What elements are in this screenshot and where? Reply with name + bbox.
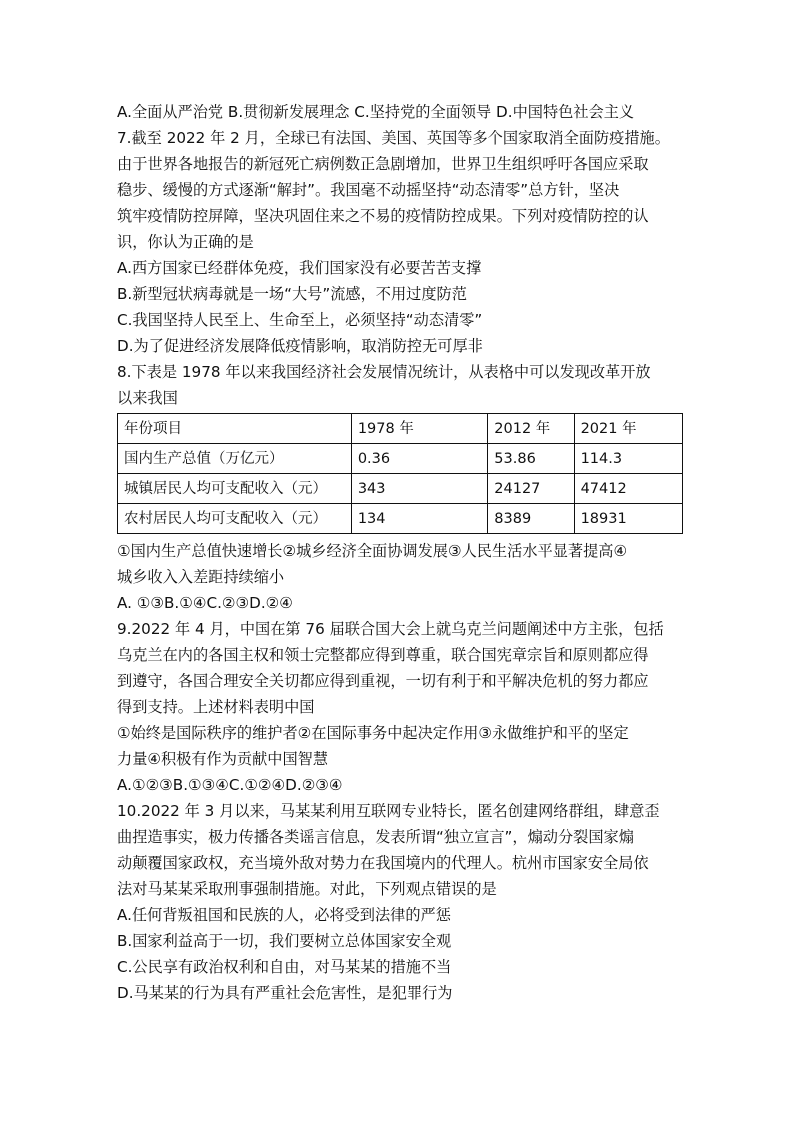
text-line: C.公民享有政治权利和自由，对马某某的措施不当	[117, 958, 452, 976]
lines-before-table	[117, 99, 689, 411]
lines-after-table	[117, 538, 689, 1006]
table-row	[118, 504, 683, 534]
table-row	[118, 474, 683, 504]
text-line: D.为了促进经济发展降低疫情影响，取消防控无可厚非	[117, 337, 483, 355]
text-line: 9.2022 年 4 月，中国在第 76 届联合国大会上就乌克兰问题阐述中方主张，包括	[117, 620, 664, 638]
table-cell: 24127	[488, 474, 574, 504]
text-line: 力量④积极有作为贡献中国智慧	[117, 750, 329, 768]
text-line: D.马某某的行为具有严重社会危害性，是犯罪行为	[117, 984, 453, 1002]
table-header-cell: 2012 年	[488, 414, 574, 444]
table-cell: 134	[351, 504, 487, 534]
text-line: 到遵守，各国合理安全关切都应得到重视，一切有利于和平解决危机的努力都应	[117, 672, 649, 690]
table-cell: 国内生产总值（万亿元）	[118, 444, 352, 474]
text-line: 城乡收入入差距持续缩小	[117, 568, 285, 586]
table-header-row	[118, 414, 683, 444]
document-content	[117, 99, 689, 1006]
text-line: C.我国坚持人民至上、生命至上，必须坚持“动态清零”	[117, 311, 483, 329]
text-line: 法对马某某采取刑事强制措施。对此，下列观点错误的是	[117, 880, 497, 898]
table-cell: 城镇居民人均可支配收入（元）	[118, 474, 352, 504]
text-line: A.全面从严治党 B.贯彻新发展理念 C.坚持党的全面领导 D.中国特色社会主义	[117, 103, 635, 121]
table-cell: 47412	[574, 474, 682, 504]
table-row	[118, 444, 683, 474]
text-line: 识，你认为正确的是	[117, 233, 254, 251]
text-line: 以来我国	[117, 389, 178, 407]
text-line: 动颠覆国家政权，充当境外敌对势力在我国境内的代理人。杭州市国家安全局依	[117, 854, 649, 872]
table-cell: 0.36	[351, 444, 487, 474]
text-line: A. ①③B.①④C.②③D.②④	[117, 594, 293, 612]
text-line: 筑牢疫情防控屏障，坚决巩固住来之不易的疫情防控成果。下列对疫情防控的认	[117, 207, 649, 225]
text-line: 乌克兰在内的各国主权和领士完整都应得到尊重，联合国宪章宗旨和原则都应得	[117, 646, 649, 664]
text-line: A.①②③B.①③④C.①②④D.②③④	[117, 776, 343, 794]
text-line: 得到支持。上述材料表明中国	[117, 698, 315, 716]
text-line: 10.2022 年 3 月以来，马某某利用互联网专业特长，匿名创建网络群组，肆意歪	[117, 802, 660, 820]
text-line: 7.截至 2022 年 2 月，全球已有法国、美国、英国等多个国家取消全面防疫措施。	[117, 129, 670, 147]
text-line: A.西方国家已经群体免疫，我们国家没有必要苦苦支撑	[117, 259, 482, 277]
text-line: 稳步、缓慢的方式逐渐“解封”。我国毫不动摇坚持“动态清零”总方针，坚决	[117, 181, 620, 199]
text-line: A.任何背叛祖国和民族的人，必将受到法律的严惩	[117, 906, 451, 924]
text-line: 由于世界各地报告的新冠死亡病例数正急剧增加，世界卫生组织呼吁各国应采取	[117, 155, 649, 173]
text-line: ①国内生产总值快速增长②城乡经济全面协调发展③人民生活水平显著提高④	[117, 542, 628, 560]
statistics-table	[117, 413, 683, 534]
table-cell: 农村居民人均可支配收入（元）	[118, 504, 352, 534]
table-cell: 8389	[488, 504, 574, 534]
table-header-cell: 2021 年	[574, 414, 682, 444]
text-line: B.国家利益高于一切，我们要树立总体国家安全观	[117, 932, 452, 950]
table-cell: 18931	[574, 504, 682, 534]
table-header-cell: 1978 年	[351, 414, 487, 444]
table-header-cell: 年份项目	[118, 414, 352, 444]
text-line: 曲捏造事实，极力传播各类谣言信息，发表所谓“独立宣言”，煽动分裂国家煽	[117, 828, 634, 846]
text-line: 8.下表是 1978 年以来我国经济社会发展情况统计，从表格中可以发现改革开放	[117, 363, 651, 381]
text-line: ①始终是国际秩序的维护者②在国际事务中起决定作用③永做维护和平的坚定	[117, 724, 629, 742]
text-line: B.新型冠状病毒就是一场“大号”流感，不用过度防范	[117, 285, 467, 303]
table-cell: 114.3	[574, 444, 682, 474]
table-cell: 343	[351, 474, 487, 504]
table-cell: 53.86	[488, 444, 574, 474]
